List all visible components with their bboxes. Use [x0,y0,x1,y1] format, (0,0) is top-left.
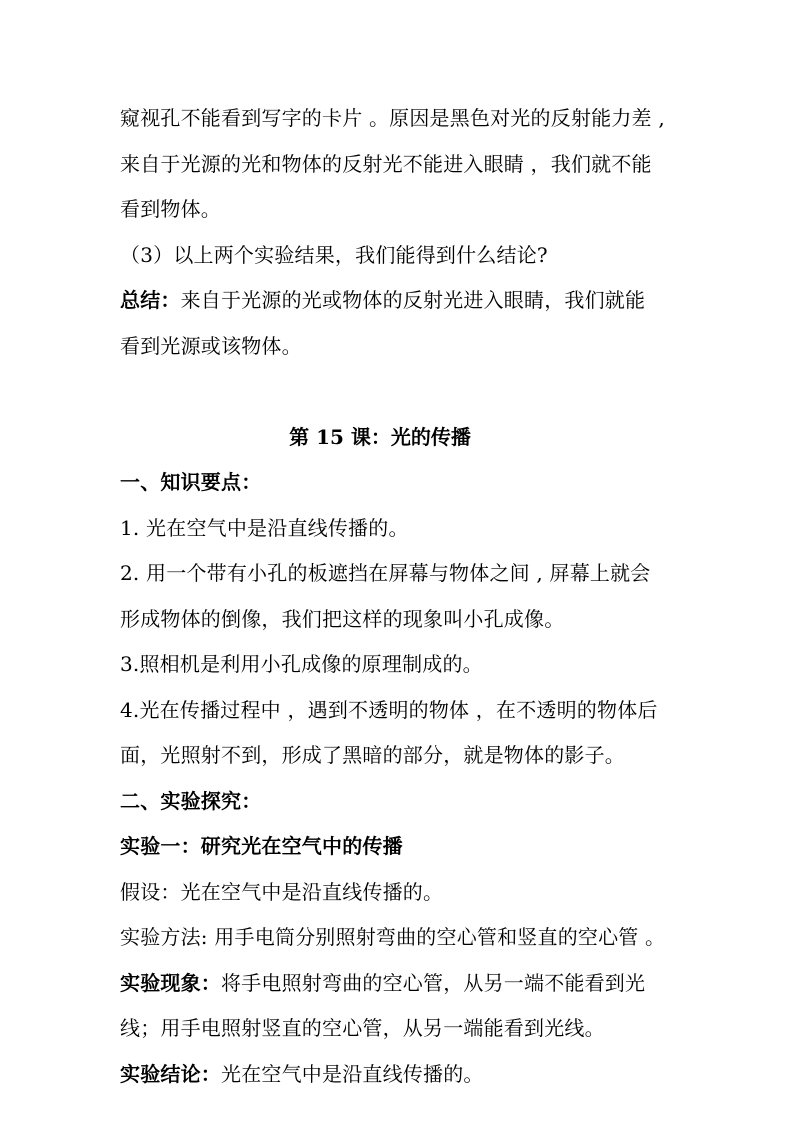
summary-line [120,278,680,324]
experiment-title: 实验一：研究光在空气中的传播 [120,834,403,858]
heading-knowledge-points: 一、知识要点： [120,470,262,494]
conclusion-text: 光在空气中是沿直线传播的。 [221,1061,484,1086]
knowledge-point: 4.光在传播过程中 ，遇到不透明的物体 ，在不透明的物体后 [120,697,658,722]
knowledge-point: 形成物体的倒像，我们把这样的现象叫小孔成像。 [120,606,565,631]
paragraph-line: 来自于光源的光和物体的反射光不能进入眼睛 ，我们就不能 [120,151,652,176]
knowledge-point: 面，光照射不到，形成了黑暗的部分，就是物体的影子。 [120,743,625,767]
summary-label: 总结： [120,288,181,312]
question-line: （3）以上两个实验结果，我们能得到什么结论? [120,242,548,267]
paragraph-line: 窥视孔不能看到写字的卡片 。原因是黑色对光的反射能力差 , [120,106,665,130]
summary-line-continued: 看到光源或该物体。 [120,333,302,358]
document-page [120,96,680,1097]
paragraph-line: 看到物体。 [120,197,221,221]
phenomenon-label: 实验现象： [120,970,221,995]
heading-experiment-inquiry: 二、实验探究： [120,788,262,813]
summary-text: 来自于光源的光或物体的反射光进入眼睛，我们就能 [180,288,646,312]
phenomenon-text: 将手电照射弯曲的空心管，从另一端不能看到光 [221,970,646,995]
knowledge-point: 3.照相机是利用小孔成像的原理制成的。 [120,652,483,676]
conclusion-label: 实验结论： [120,1061,221,1086]
knowledge-point: 2. 用一个带有小孔的板遮挡在屏幕与物体之间 , 屏幕上就会 [120,561,651,585]
phenomenon-line [120,961,680,1007]
knowledge-point: 1. 光在空气中是沿直线传播的。 [120,515,409,540]
hypothesis-line: 假设：光在空气中是沿直线传播的。 [120,879,444,904]
spacer [120,369,680,415]
conclusion-line [120,1052,680,1098]
phenomenon-line-continued: 线；用手电照射竖直的空心管，从另一端能看到光线。 [120,1016,605,1040]
lesson-title: 第 15 课：光的传播 [289,424,471,449]
method-line: 实验方法: 用手电筒分别照射弯曲的空心管和竖直的空心管 。 [120,925,666,949]
